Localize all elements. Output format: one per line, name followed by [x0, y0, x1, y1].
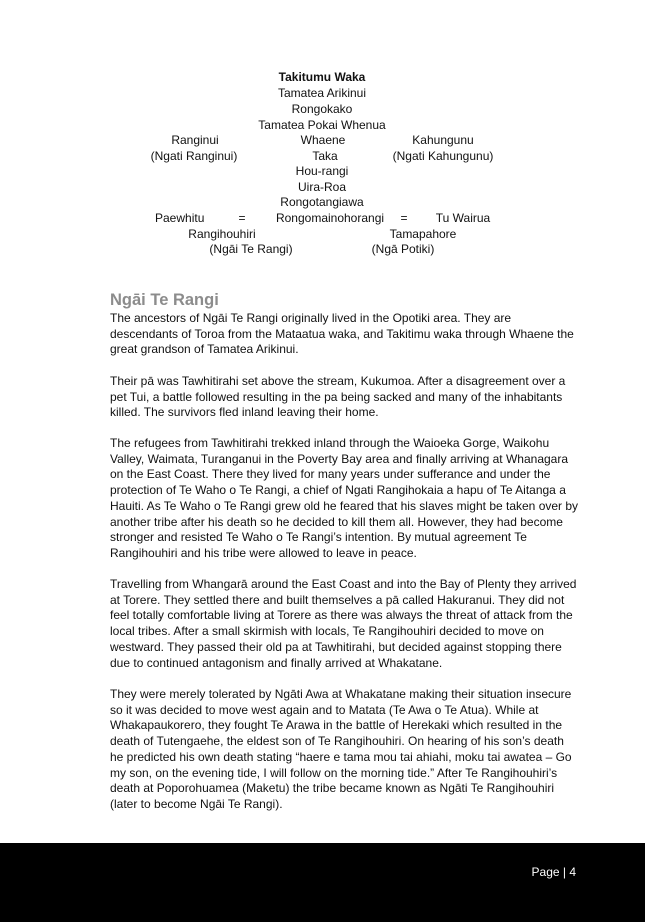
genealogy-entry: Tamapahore: [389, 227, 457, 241]
marriage-equals: =: [238, 211, 246, 225]
genealogy-entry: (Ngati Kahungunu): [392, 149, 494, 163]
paragraph: The refugees from Tawhitirahi trekked inland through the Waioeka Gorge, Waikohu Valley, Waimata, Turanganui in the Poverty Bay area and finally arriving at Whanagara on the East Coast. There they lived for many years under sufferance and under the protection of Te Waho o Te Rangi, a chief of Ngati Rangihokaia a hapu of Te Aitanga a Hauiti. As Te Waho o Te Rangi grew old he feared that his slaves might be taken over by another tribe after his death so he decided to kill them all. However, they had become stronger and resisted Te Waho o Te Rangi’s intention. By mutual agreement Te Rangihouhiri and his tribe were allowed to leave in peace.: [110, 436, 579, 560]
paragraph: Their pā was Tawhitirahi set above the stream, Kukumoa. After a disagreement over a pet Tui, a battle followed resulting in the pa being sacked and many of the inhabitants killed. The survivors fled inland leaving their home.: [110, 374, 566, 420]
genealogy-entry: (Ngati Ranginui): [150, 149, 238, 163]
genealogy-entry: Hou-rangi: [295, 164, 349, 178]
marriage-equals: =: [400, 211, 408, 225]
section-heading: Ngāi Te Rangi: [110, 291, 219, 309]
genealogy-entry: Paewhitu: [155, 211, 205, 225]
genealogy-entry: Tamatea Pokai Whenua: [258, 118, 386, 132]
genealogy-entry: Rongomainohorangi: [275, 211, 385, 225]
genealogy-entry: Uira-Roa: [297, 180, 347, 194]
genealogy-title: Takitumu Waka: [278, 70, 366, 84]
genealogy-entry: Rongokako: [291, 102, 353, 116]
paragraph: The ancestors of Ngāi Te Rangi originally lived in the Opotiki area. They are descendants of Toroa from the Mataatua waka, and Takitimu waka through Whaene the great grandson of Tamatea Arikinui.: [110, 311, 574, 357]
genealogy-entry: (Ngāi Te Rangi): [209, 242, 293, 256]
paragraph: They were merely tolerated by Ngāti Awa at Whakatane making their situation insecure so it was decided to move west again and to Matata (Te Awa o Te Atua). While at Whakapaukorero, they fought Te Arawa in the battle of Herekaki which resulted in the death of Tutengaehe, the eldest son of Te Rangihouhiri. On hearing of his son’s death he predicted his own death stating “haere e tama mou tai ahiahi, moku tai awatea – Go my son, on the evening tide, I will follow on the morning tide.” After Te Rangihouhiri’s death at Poporohuamea (Maketu) the tribe became known as Ngāti Te Rangihouhiri (later to become Ngāi Te Rangi).: [110, 687, 572, 811]
page-number: Page | 4: [531, 865, 576, 879]
genealogy-entry: (Ngā Potiki): [371, 242, 435, 256]
genealogy-entry: Taka: [312, 149, 338, 163]
genealogy-entry: Tamatea Arikinui: [277, 86, 367, 100]
page-footer: [0, 843, 645, 922]
genealogy-entry: Ranginui: [171, 133, 219, 147]
genealogy-entry: Tu Wairua: [435, 211, 491, 225]
genealogy-entry: Rangihouhiri: [188, 227, 256, 241]
genealogy-entry: Whaene: [300, 133, 346, 147]
paragraph: Travelling from Whangarā around the East Coast and into the Bay of Plenty they arrived at Torere. They settled there and built themselves a pā called Hakuranui. They did not feel totally comfortable living at Torere as there was always the threat of attack from the local tribes. After a small skirmish with locals, Te Rangihouhiri decided to move on westward. They passed their old pa at Tawhitirahi, but decided against stopping there due to continued antagonism and finally arrived at Whakatane.: [110, 577, 577, 670]
genealogy-entry: Rongotangiawa: [280, 195, 364, 209]
genealogy-entry: Kahungunu: [412, 133, 474, 147]
